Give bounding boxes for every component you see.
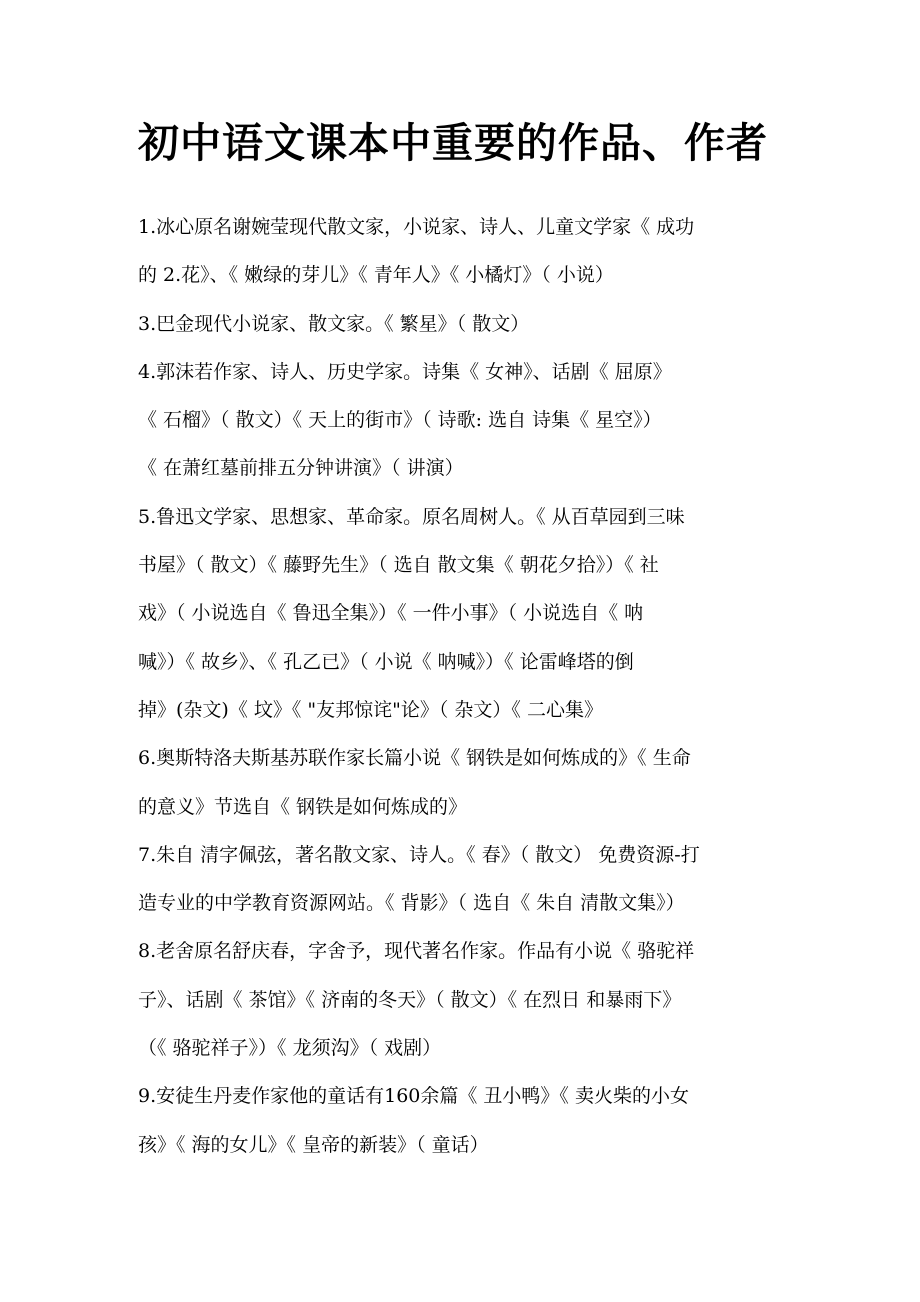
text-line: 7.朱自 清字佩弦，著名散文家、诗人。《 春》（ 散文） 免费资源-打 [138,843,700,866]
text-line: 孩》《 海的女儿》《 皇帝的新装》（ 童话） [138,1133,489,1156]
text-line: 子》、话剧《 茶馆》《 济南的冬天》（ 散文）《 在烈日 和暴雨下》 [138,988,682,1011]
text-line: 的意义》节选自《 钢铁是如何炼成的》 [138,795,468,818]
text-line: 9.安徒生丹麦作家他的童话有160余篇《 丑小鸭》《 卖火柴的小女 [138,1085,689,1108]
text-line: 戏》（ 小说选自《 鲁迅全集》）《 一件小事》（ 小说选自《 呐 [138,602,644,625]
text-line: 《 石榴》（ 散文）《 天上的街市》（ 诗歌: 选自 诗集《 星空》） [138,409,662,432]
text-line: 《 在萧红墓前排五分钟讲演》（ 讲演） [138,457,464,480]
text-line: 掉》(杂文)《 坟》《 "友邦惊诧"论》（ 杂文）《 二心集》 [138,698,603,721]
text-line: 喊》）《 故乡》、《 孔乙已》（ 小说《 呐喊》）《 论雷峰塔的倒 [138,650,634,673]
document-body [138,203,778,1169]
text-line: 6.奥斯特洛夫斯基苏联作家长篇小说《 钢铁是如何炼成的》《 生命 [138,747,691,770]
text-line: 的 2.花》、《 嫩绿的芽儿》《 青年人》《 小橘灯》（ 小说） [138,264,614,287]
text-line: 3.巴金现代小说家、散文家。《 繁星》（ 散文） [138,312,530,335]
text-line: （《 骆驼祥子》）《 龙须沟》（ 戏剧） [138,1037,442,1060]
text-line: 造专业的中学教育资源网站。《 背影》（ 选自《 朱自 清散文集》） [138,892,685,915]
text-line: 8.老舍原名舒庆春，字舍予，现代著名作家。作品有小说《 骆驼祥 [138,940,695,963]
text-line: 4.郭沫若作家、诗人、历史学家。诗集《 女神》、话剧《 屈原》 [138,360,672,383]
page-title: 初中语文课本中重要的作品、作者 [138,119,768,167]
text-line: 5.鲁迅文学家、思想家、革命家。原名周树人。《 从百草园到三味 [138,505,685,528]
text-line: 1.冰心原名谢婉莹现代散文家，小说家、诗人、儿童文学家《 成功 [138,216,695,238]
text-line: 书屋》（ 散文）《 藤野先生》（ 选自 散文集《 朝花夕拾》）《 社 [138,554,659,577]
